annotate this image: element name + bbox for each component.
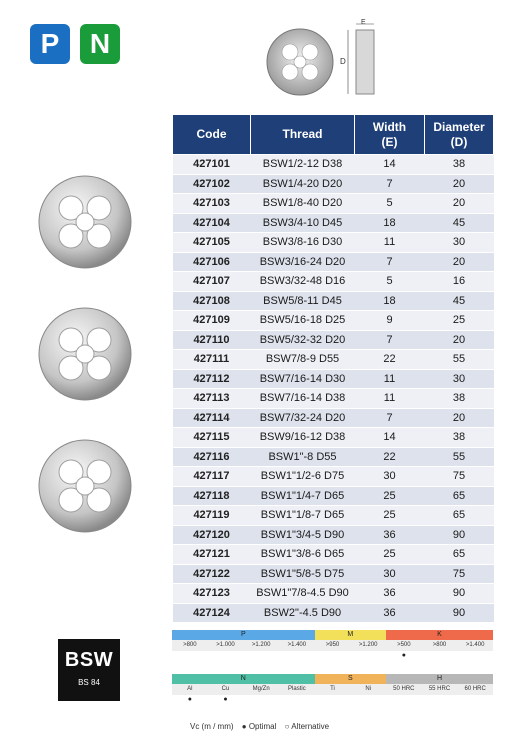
diameter-cell: 75: [425, 564, 494, 584]
material-group-label: M: [315, 630, 386, 640]
material-subgroup: >1.200: [251, 642, 271, 648]
die-photo: [35, 304, 135, 404]
material-subgroup: 55 HRC: [428, 686, 451, 692]
diameter-cell: 45: [425, 291, 494, 311]
width-cell: 18: [355, 213, 425, 233]
suitability-dot: [386, 695, 422, 705]
thread-cell: BSW1"3/8-6 D65: [251, 545, 355, 565]
table-row: [173, 545, 494, 565]
thread-cell: BSW1/8-40 D20: [251, 194, 355, 214]
code-cell: 427117: [173, 467, 251, 487]
table-row: [173, 486, 494, 506]
header-diameter: Diameter (D): [425, 115, 494, 155]
suitability-dot: [457, 695, 493, 705]
suitability-dot: ●: [187, 696, 192, 703]
suitability-dot: [243, 695, 279, 705]
material-subgroup: >1.000: [216, 642, 235, 648]
material-group-label: P: [172, 630, 315, 640]
width-cell: 5: [355, 272, 425, 292]
bsw-logo: [58, 639, 120, 701]
material-strip-top: [172, 630, 493, 661]
thread-cell: BSW7/16-14 D30: [251, 369, 355, 389]
diameter-cell: 20: [425, 174, 494, 194]
width-cell: 11: [355, 389, 425, 409]
legend-alternative: ○ Alternative: [284, 722, 330, 731]
diameter-cell: 90: [425, 603, 494, 623]
thread-cell: BSW3/16-24 D20: [251, 252, 355, 272]
material-subgroup: >800: [183, 642, 197, 648]
material-subgroup: 50 HRC: [393, 686, 415, 692]
table-row: [173, 350, 494, 370]
table-row: [173, 291, 494, 311]
width-cell: 7: [355, 330, 425, 350]
code-cell: 427115: [173, 428, 251, 448]
die-spec-table: [172, 114, 494, 623]
thread-cell: BSW5/32-32 D20: [251, 330, 355, 350]
width-cell: 36: [355, 525, 425, 545]
suitability-dot: [315, 651, 351, 661]
code-cell: 427111: [173, 350, 251, 370]
code-cell: 427122: [173, 564, 251, 584]
table-row: [173, 584, 494, 604]
die-photo: [35, 172, 135, 272]
width-cell: 7: [355, 174, 425, 194]
width-cell: 30: [355, 467, 425, 487]
thread-cell: BSW5/8-11 D45: [251, 291, 355, 311]
table-row: [173, 233, 494, 253]
thread-cell: BSW1"1/4-7 D65: [251, 486, 355, 506]
n-material-badge: N: [80, 24, 120, 64]
material-group-h: [386, 674, 493, 705]
diameter-cell: 38: [425, 155, 494, 175]
material-group-p: [172, 630, 315, 661]
table-row: [173, 252, 494, 272]
code-cell: 427120: [173, 525, 251, 545]
code-cell: 427108: [173, 291, 251, 311]
suitability-dot: [422, 695, 458, 705]
code-cell: 427106: [173, 252, 251, 272]
die-photo: [35, 436, 135, 536]
diameter-cell: 65: [425, 545, 494, 565]
material-subgroup: Cu: [221, 686, 230, 692]
material-group-label: N: [172, 674, 315, 684]
thread-cell: BSW1"5/8-5 D75: [251, 564, 355, 584]
material-subgroup: 60 HRC: [464, 686, 486, 692]
material-group-k: [386, 630, 493, 661]
code-cell: 427109: [173, 311, 251, 331]
diameter-cell: 16: [425, 272, 494, 292]
thread-cell: BSW1"1/8-7 D65: [251, 506, 355, 526]
table-row: [173, 369, 494, 389]
diameter-cell: 45: [425, 213, 494, 233]
material-subgroup: Ti: [330, 686, 335, 692]
width-cell: 5: [355, 194, 425, 214]
diameter-cell: 20: [425, 252, 494, 272]
diameter-cell: 38: [425, 389, 494, 409]
suitability-dot: ●: [223, 696, 228, 703]
table-row: [173, 467, 494, 487]
thread-cell: BSW1"3/4-5 D90: [251, 525, 355, 545]
bsw-logo-subtitle: BS 84: [78, 678, 100, 687]
code-cell: 427101: [173, 155, 251, 175]
material-subgroup: Ni: [365, 686, 372, 692]
material-subgroup: Mg/Zn: [252, 686, 270, 692]
code-cell: 427114: [173, 408, 251, 428]
width-cell: 7: [355, 252, 425, 272]
suitability-dot: ●: [401, 652, 406, 659]
width-cell: 25: [355, 486, 425, 506]
table-row: [173, 525, 494, 545]
header-thread: Thread: [251, 115, 355, 155]
table-row: [173, 428, 494, 448]
table-row: [173, 213, 494, 233]
table-row: [173, 564, 494, 584]
thread-cell: BSW2"-4.5 D90: [251, 603, 355, 623]
material-subgroup: >800: [432, 642, 447, 648]
code-cell: 427103: [173, 194, 251, 214]
width-cell: 36: [355, 603, 425, 623]
material-subgroup: >500: [397, 642, 411, 648]
material-group-m: [315, 630, 386, 661]
width-cell: 22: [355, 350, 425, 370]
width-cell: 25: [355, 506, 425, 526]
diameter-cell: 90: [425, 584, 494, 604]
code-cell: 427112: [173, 369, 251, 389]
material-group-label: H: [386, 674, 493, 684]
thread-cell: BSW7/16-14 D38: [251, 389, 355, 409]
thread-cell: BSW9/16-12 D38: [251, 428, 355, 448]
material-subgroup: Al: [187, 686, 193, 692]
diameter-cell: 90: [425, 525, 494, 545]
diameter-cell: 55: [425, 447, 494, 467]
diameter-cell: 25: [425, 311, 494, 331]
material-group-n: [172, 674, 315, 705]
table-row: [173, 389, 494, 409]
material-strip-bottom: [172, 674, 493, 705]
width-cell: 7: [355, 408, 425, 428]
diameter-cell: 20: [425, 330, 494, 350]
width-cell: 14: [355, 155, 425, 175]
thread-cell: BSW3/32-48 D16: [251, 272, 355, 292]
width-cell: 18: [355, 291, 425, 311]
diagram-diameter-label: D: [340, 57, 346, 66]
width-cell: 11: [355, 369, 425, 389]
diameter-cell: 55: [425, 350, 494, 370]
thread-cell: BSW3/4-10 D45: [251, 213, 355, 233]
material-subgroup: >1.200: [358, 642, 378, 648]
code-cell: 427110: [173, 330, 251, 350]
suitability-dot: [243, 651, 279, 661]
table-row: [173, 330, 494, 350]
width-cell: 36: [355, 584, 425, 604]
thread-cell: BSW1"7/8-4.5 D90: [251, 584, 355, 604]
material-subgroup: >950: [325, 642, 340, 648]
code-cell: 427116: [173, 447, 251, 467]
thread-cell: BSW1"1/2-6 D75: [251, 467, 355, 487]
diameter-cell: 38: [425, 428, 494, 448]
suitability-dot: [350, 695, 386, 705]
suitability-dot: [279, 695, 315, 705]
thread-cell: BSW1/4-20 D20: [251, 174, 355, 194]
suitability-dot: [208, 651, 244, 661]
material-subgroup: >1.400: [465, 642, 485, 648]
bsw-logo-title: BSW: [64, 649, 114, 671]
code-cell: 427121: [173, 545, 251, 565]
code-cell: 427124: [173, 603, 251, 623]
width-cell: 11: [355, 233, 425, 253]
table-row: [173, 408, 494, 428]
table-row: [173, 447, 494, 467]
suitability-dot: [172, 651, 208, 661]
diameter-cell: 20: [425, 194, 494, 214]
table-row: [173, 506, 494, 526]
width-cell: 25: [355, 545, 425, 565]
diameter-cell: 30: [425, 369, 494, 389]
diameter-cell: 75: [425, 467, 494, 487]
code-cell: 427104: [173, 213, 251, 233]
table-row: [173, 194, 494, 214]
material-group-label: K: [386, 630, 493, 640]
p-material-badge: P: [30, 24, 70, 64]
header-code: Code: [173, 115, 251, 155]
suitability-dot: [350, 651, 386, 661]
code-cell: 427123: [173, 584, 251, 604]
diagram-width-label: E: [361, 19, 366, 26]
suitability-dot: [279, 651, 315, 661]
thread-cell: BSW1"-8 D55: [251, 447, 355, 467]
table-row: [173, 603, 494, 623]
table-row: [173, 311, 494, 331]
cutting-speed-legend: [190, 722, 335, 731]
table-row: [173, 155, 494, 175]
material-group-label: S: [315, 674, 386, 684]
code-cell: 427119: [173, 506, 251, 526]
legend-vc: Vc (m / mm): [190, 722, 234, 731]
die-dimension-diagram: [262, 18, 392, 100]
width-cell: 14: [355, 428, 425, 448]
diameter-cell: 65: [425, 486, 494, 506]
suitability-dot: [315, 695, 351, 705]
suitability-dot: [457, 651, 493, 661]
thread-cell: BSW3/8-16 D30: [251, 233, 355, 253]
diameter-cell: 65: [425, 506, 494, 526]
table-row: [173, 272, 494, 292]
material-subgroup: >1.400: [287, 642, 307, 648]
thread-cell: BSW5/16-18 D25: [251, 311, 355, 331]
code-cell: 427113: [173, 389, 251, 409]
diameter-cell: 20: [425, 408, 494, 428]
table-row: [173, 174, 494, 194]
thread-cell: BSW1/2-12 D38: [251, 155, 355, 175]
suitability-dot: [422, 651, 458, 661]
code-cell: 427107: [173, 272, 251, 292]
width-cell: 22: [355, 447, 425, 467]
code-cell: 427102: [173, 174, 251, 194]
material-group-s: [315, 674, 386, 705]
code-cell: 427118: [173, 486, 251, 506]
legend-optimal: ● Optimal: [241, 722, 277, 731]
material-subgroup: Plastic: [288, 686, 306, 692]
width-cell: 30: [355, 564, 425, 584]
thread-cell: BSW7/32-24 D20: [251, 408, 355, 428]
code-cell: 427105: [173, 233, 251, 253]
width-cell: 9: [355, 311, 425, 331]
diameter-cell: 30: [425, 233, 494, 253]
thread-cell: BSW7/8-9 D55: [251, 350, 355, 370]
header-width: Width (E): [355, 115, 425, 155]
